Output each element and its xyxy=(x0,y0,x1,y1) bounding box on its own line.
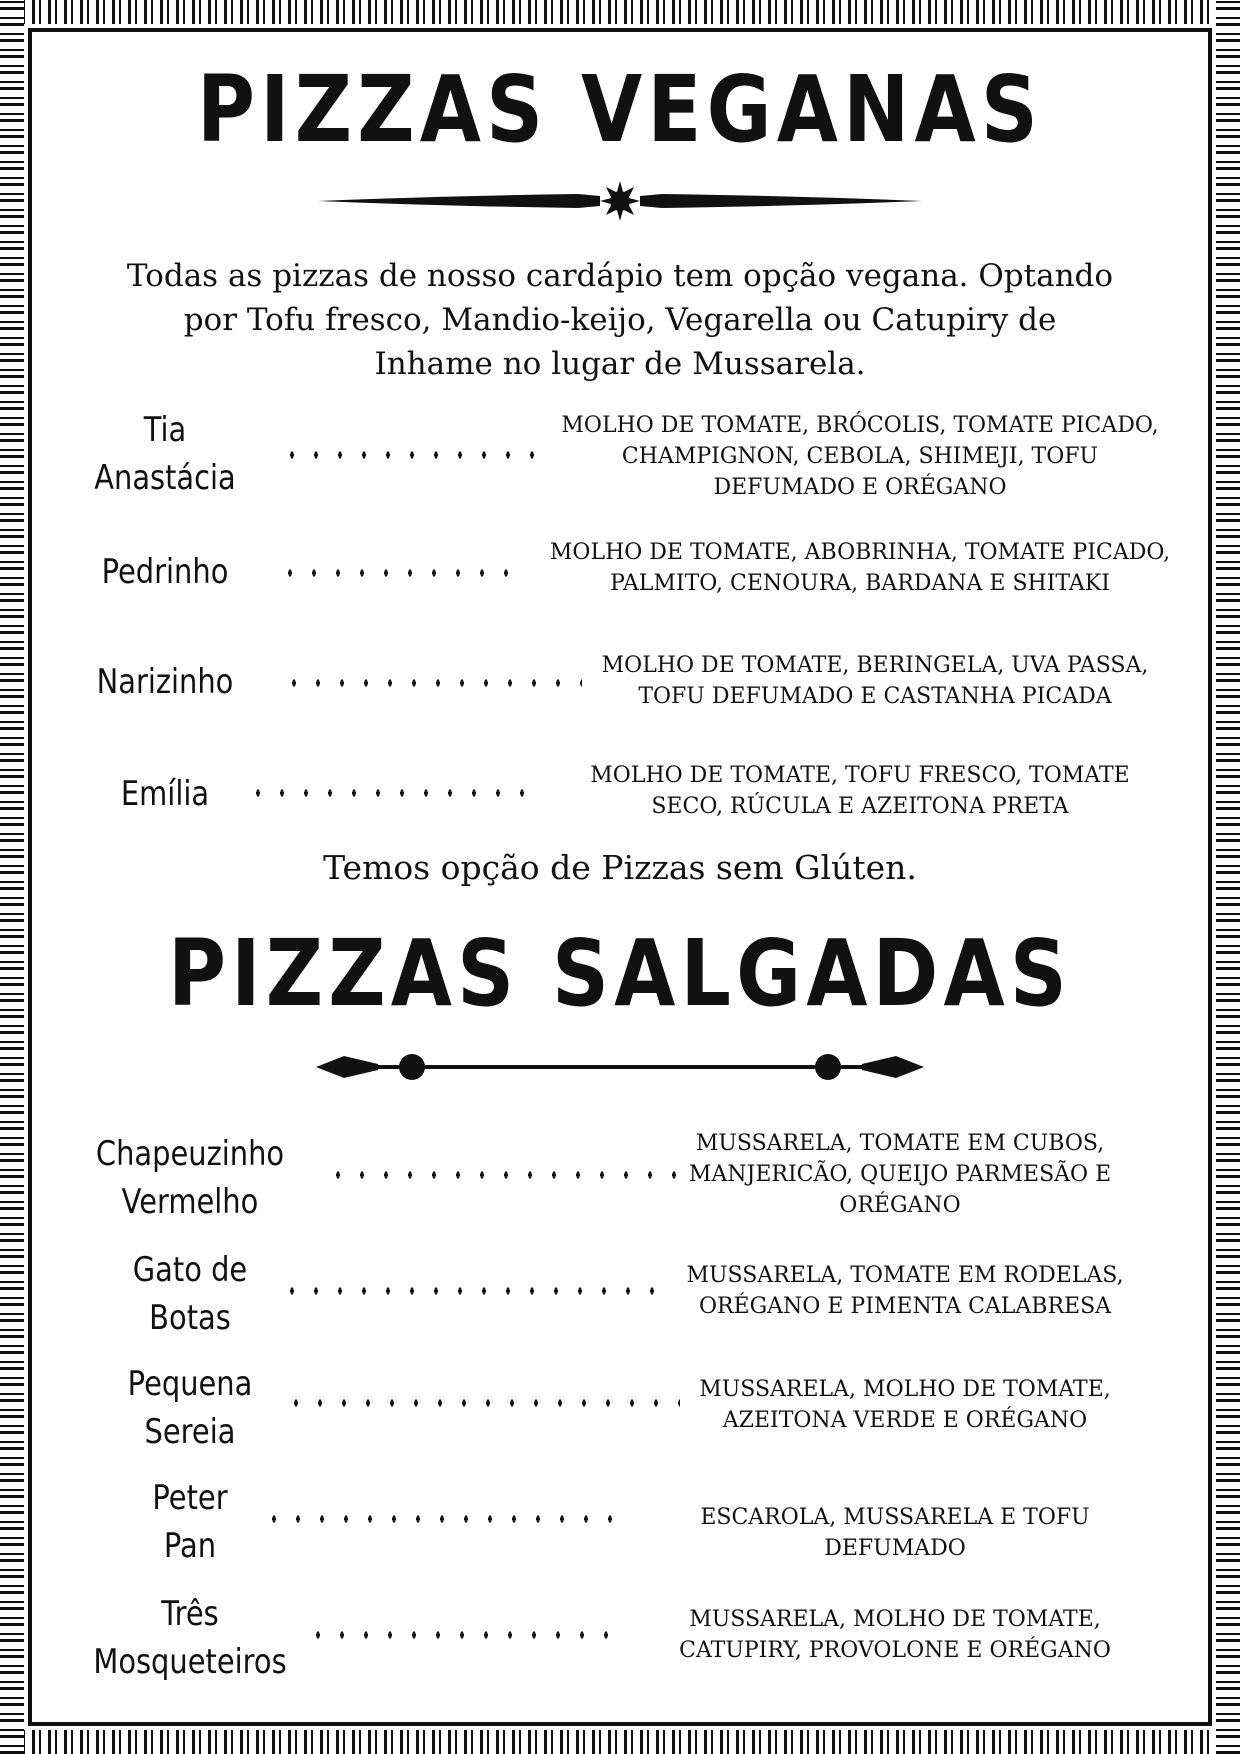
leader-dots xyxy=(284,1396,680,1410)
leader-dots xyxy=(278,566,528,580)
leader-dots xyxy=(282,676,582,690)
menu-item-name: Gato de Botas xyxy=(132,1250,248,1338)
vegan-section-title: PIZZAS VEGANAS xyxy=(196,56,1044,163)
menu-item-name: Três Mosqueteiros xyxy=(93,1594,287,1682)
salty-section-title: PIZZAS SALGADAS xyxy=(167,920,1073,1027)
menu-item-description: MOLHO DE TOMATE, TOFU FRESCO, TOMATE SECO, RÚCULA E AZEITONA PRETA xyxy=(590,763,1130,819)
menu-item-name: Pequena Sereia xyxy=(127,1364,253,1452)
menu-item-description: MUSSARELA, MOLHO DE TOMATE, CATUPIRY, PROVOLONE E ORÉGANO xyxy=(679,1607,1111,1663)
frame-border-top xyxy=(0,0,1240,24)
menu-item-name: Narizinho xyxy=(96,662,234,702)
frame-border-left xyxy=(0,0,24,1754)
leader-dots xyxy=(326,1168,676,1182)
ornament-divider-sun xyxy=(318,180,922,222)
menu-item-description: MUSSARELA, TOMATE EM CUBOS, MANJERICÃO, QUEIJO PARMESÃO E ORÉGANO xyxy=(688,1131,1112,1218)
leader-dots xyxy=(306,1628,616,1642)
leader-dots xyxy=(246,786,526,800)
leader-dots xyxy=(262,1512,620,1526)
menu-item-description: ESCAROLA, MUSSARELA E TOFU DEFUMADO xyxy=(700,1505,1090,1561)
vegan-intro-text: Todas as pizzas de nosso cardápio tem opção vegana. Optando por Tofu fresco, Mandio-keijo, Vegarella ou Catupiry de Inhame no lugar de Mussarela. xyxy=(126,258,1114,382)
menu-item-description: MUSSARELA, MOLHO DE TOMATE, AZEITONA VERDE E ORÉGANO xyxy=(699,1377,1111,1433)
leader-dots xyxy=(280,448,540,462)
frame-border-right xyxy=(1216,0,1240,1754)
menu-item-description: MOLHO DE TOMATE, ABOBRINHA, TOMATE PICADO, PALMITO, CENOURA, BARDANA E SHITAKI xyxy=(549,540,1171,596)
menu-item-name: Chapeuzinho Vermelho xyxy=(95,1134,285,1222)
menu-item-description: MOLHO DE TOMATE, BERINGELA, UVA PASSA, TOFU DEFUMADO E CASTANHA PICADA xyxy=(601,653,1149,709)
ornament-divider-dots xyxy=(316,1050,924,1084)
menu-item-name: Tia Anastácia xyxy=(94,410,236,498)
menu-item-name: Emília xyxy=(120,774,210,814)
menu-item-description: MOLHO DE TOMATE, BRÓCOLIS, TOMATE PICADO, CHAMPIGNON, CEBOLA, SHIMEJI, TOFU DEFUMADO E ORÉGANO xyxy=(561,413,1159,500)
frame-border-bottom xyxy=(0,1730,1240,1754)
menu-item-name: Peter Pan xyxy=(152,1478,228,1566)
menu-item-name: Pedrinho xyxy=(101,552,229,592)
menu-item-description: MUSSARELA, TOMATE EM RODELAS, ORÉGANO E PIMENTA CALABRESA xyxy=(686,1263,1124,1319)
gluten-free-note: Temos opção de Pizzas sem Glúten. xyxy=(323,848,917,887)
leader-dots xyxy=(280,1284,670,1298)
